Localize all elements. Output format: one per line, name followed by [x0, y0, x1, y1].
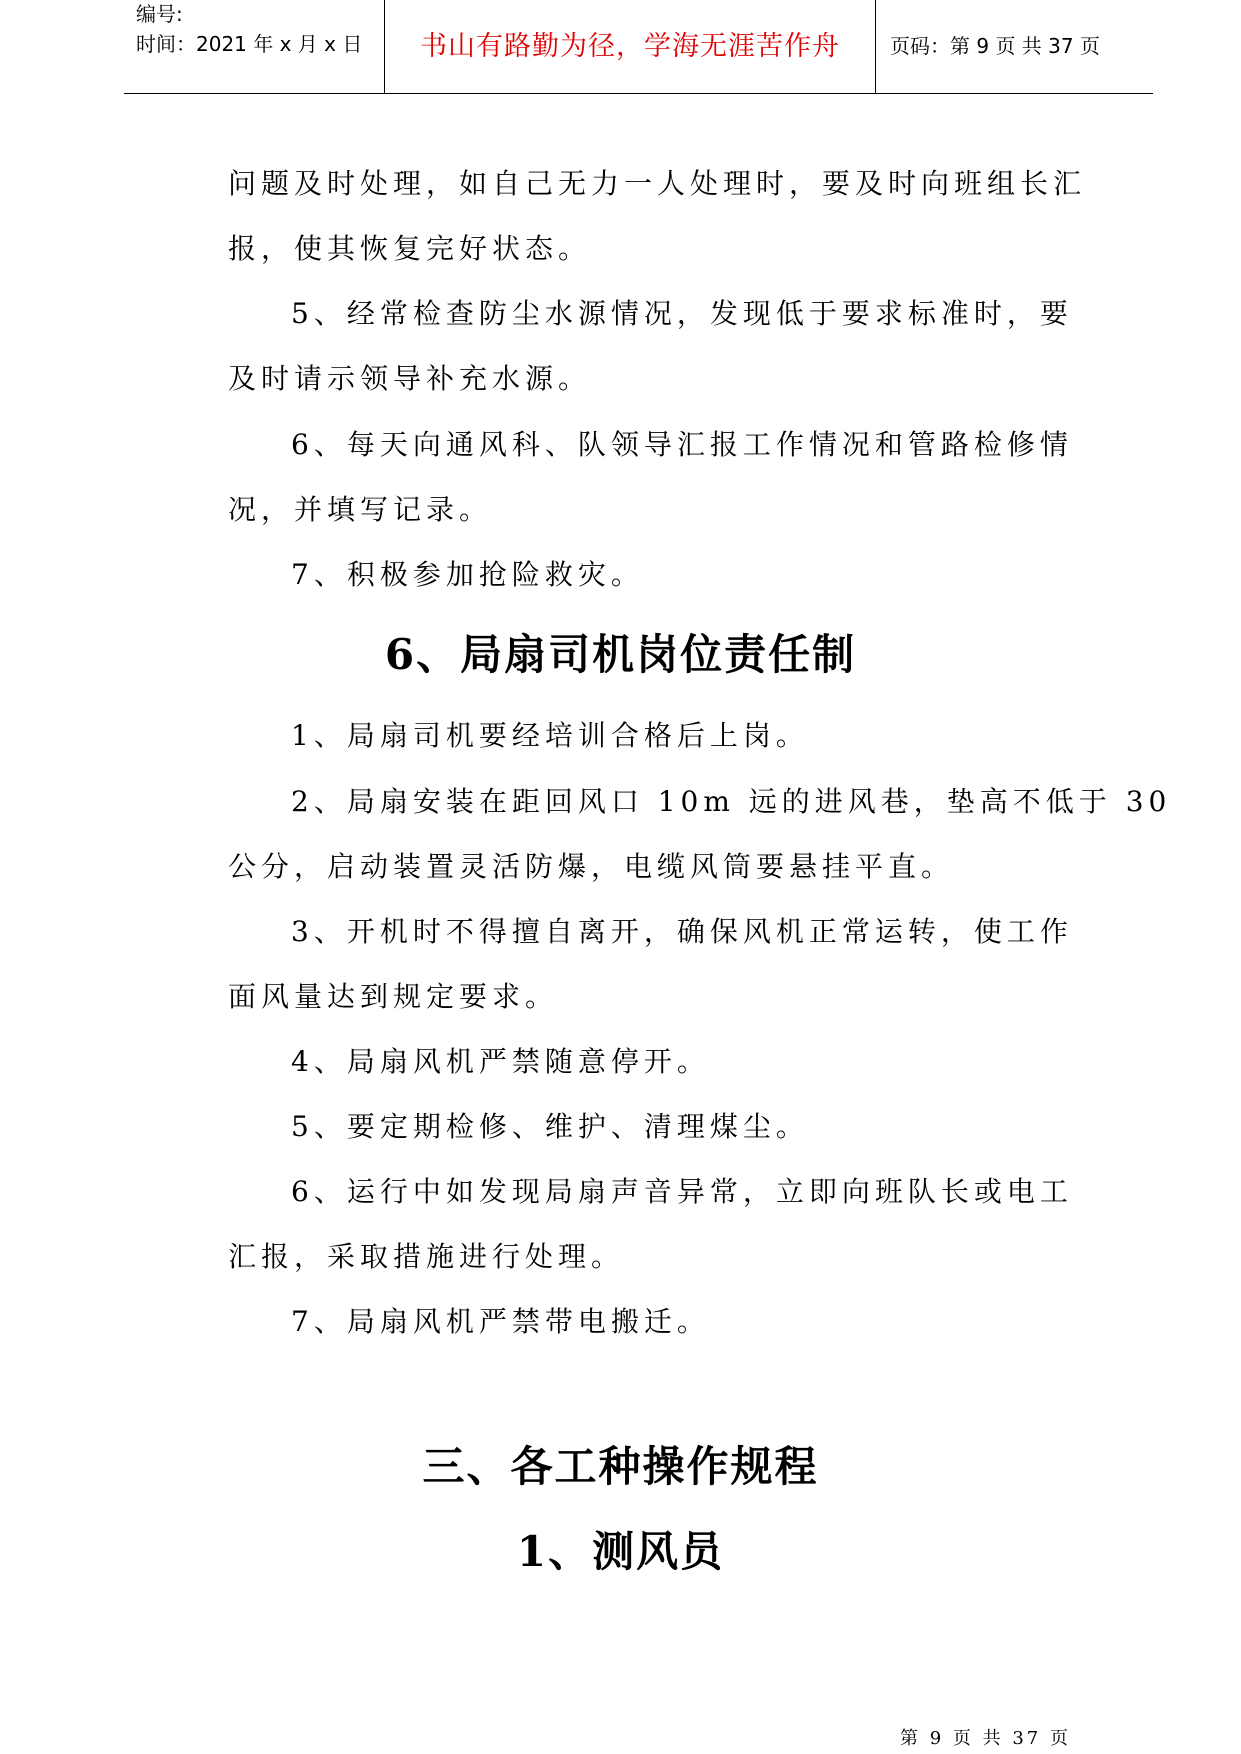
- header-motto-cell: [385, 0, 876, 93]
- list-item: 7、积极参加抢险救灾。: [291, 558, 644, 591]
- header-info-cell: [124, 0, 385, 93]
- document-number-label: 编号:: [136, 2, 183, 26]
- list-item: 5、经常检查防尘水源情况，发现低于要求标准时，要: [291, 297, 1073, 330]
- list-item: 1、局扇司机要经培训合格后上岗。: [291, 719, 809, 752]
- paragraph-line: 公分，启动装置灵活防爆，电缆风筒要悬挂平直。: [228, 850, 955, 883]
- list-item: 7、局扇风机严禁带电搬迁。: [291, 1305, 710, 1338]
- paragraph-line: 汇报，采取措施进行处理。: [228, 1240, 625, 1273]
- header-page-code: 页码：第 9 页 共 37 页: [890, 34, 1100, 58]
- list-item: 6、运行中如发现局扇声音异常，立即向班队长或电工: [291, 1175, 1073, 1208]
- list-item: 3、开机时不得擅自离开，确保风机正常运转，使工作: [291, 915, 1073, 948]
- section-heading: 6、局扇司机岗位责任制: [384, 630, 857, 679]
- header-motto: 书山有路勤为径，学海无涯苦作舟: [420, 31, 840, 62]
- page-header: [124, 0, 1153, 94]
- part-heading: 三、各工种操作规程: [422, 1442, 819, 1491]
- document-time-label: 时间：2021 年 x 月 x 日: [136, 32, 363, 56]
- subsection-heading: 1、测风员: [516, 1527, 725, 1576]
- list-item: 6、每天向通风科、队领导汇报工作情况和管路检修情: [291, 428, 1073, 461]
- paragraph-line: 及时请示领导补充水源。: [228, 362, 592, 395]
- paragraph-line: 况，并填写记录。: [228, 493, 493, 526]
- page-footer: 第 9 页 共 37 页: [900, 1728, 1071, 1749]
- paragraph-line: 面风量达到规定要求。: [228, 980, 559, 1013]
- list-item: 5、要定期检修、维护、清理煤尘。: [291, 1110, 809, 1143]
- paragraph-line: 报，使其恢复完好状态。: [228, 232, 592, 265]
- list-item: 2、局扇安装在距回风口 10m 远的进风巷，垫高不低于 30: [291, 785, 1172, 818]
- header-page-cell: [876, 0, 1153, 93]
- paragraph-line: 问题及时处理，如自己无力一人处理时，要及时向班组长汇: [228, 167, 1087, 200]
- list-item: 4、局扇风机严禁随意停开。: [291, 1045, 710, 1078]
